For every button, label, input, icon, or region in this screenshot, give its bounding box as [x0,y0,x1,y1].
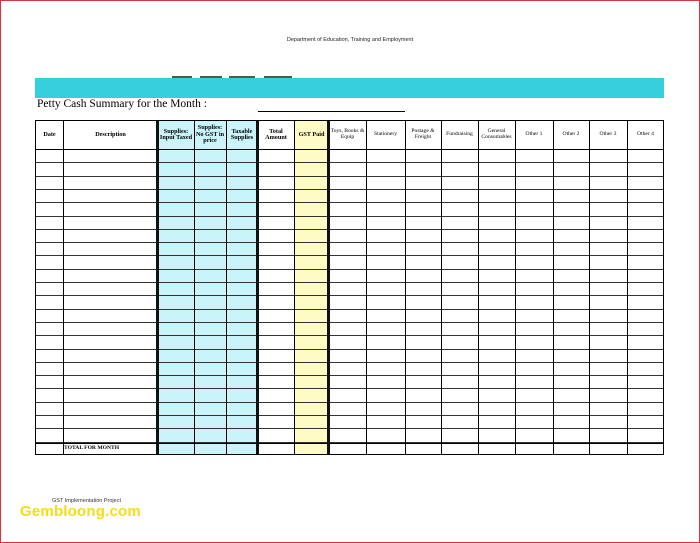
column-divider [294,121,295,454]
header-supplies-input-taxed: Supplies: Input Taxed [159,127,193,141]
column-divider [441,121,442,454]
table-row-line [36,295,663,296]
header-postage-freight: Postage & Freight [411,128,435,140]
table-row-line [36,428,663,429]
table-row-line [36,388,663,389]
header-other3: Other 3 [599,131,617,138]
column-divider [478,121,479,454]
header-other2: Other 2 [562,131,580,138]
gst-column-fill [294,121,329,454]
table-row-line [36,375,663,376]
header-taxable-supplies: Taxable Supplies [230,127,254,141]
column-divider [63,121,64,454]
header-toys-books-equip: Toys, Books & Equip [330,128,365,140]
table-row-line [36,255,663,256]
total-row-divider [36,443,663,444]
header-total-amount: Total Amount [265,127,287,141]
header-fundraising: Fundraising [446,131,473,138]
column-divider [515,121,516,454]
table-row-line [36,202,663,203]
table-row-line [36,335,663,336]
footer-note: GST Implementation Project [52,498,121,504]
table-row-line [36,402,663,403]
table-row-line [36,282,663,283]
header-divider [36,149,663,150]
header-other4: Other 4 [637,131,654,138]
column-divider [327,121,330,454]
column-divider [589,121,590,454]
table-row-line [36,229,663,230]
watermark-logo: Gembloong.com [20,503,141,520]
table-row-line [36,162,663,163]
table-row-line [36,362,663,363]
department-heading: Department of Education, Training and Employment [286,37,414,43]
header-stationery: Stationery [374,131,397,138]
column-divider [366,121,367,454]
petty-cash-table [35,120,664,455]
column-divider [256,121,259,454]
table-row-line [36,309,663,310]
table-row-line [36,176,663,177]
header-other1: Other 1 [525,131,543,138]
column-divider [627,121,628,454]
header-date: Date [43,130,56,138]
table-row-line [36,216,663,217]
column-divider [226,121,227,454]
table-row-line [36,415,663,416]
color-banner [35,78,664,98]
table-row-line [36,269,663,270]
table-row-line [36,349,663,350]
sheet-title: Petty Cash Summary for the Month : [37,98,207,110]
column-divider [194,121,195,454]
header-general-consumables: General Consumables [481,128,512,140]
table-row-line [36,189,663,190]
column-divider [553,121,554,454]
total-for-month-label: TOTAL FOR MONTH [64,444,120,451]
table-row-line [36,322,663,323]
table-row-line [36,242,663,243]
header-description: Description [95,130,126,138]
header-gst-paid: GST Paid [298,130,325,138]
supplies-column-fill [158,121,258,454]
column-divider [156,121,159,454]
month-entry-line[interactable] [258,111,405,112]
column-divider [405,121,406,454]
header-supplies-no-gst: Supplies: No GST in price [195,124,225,145]
